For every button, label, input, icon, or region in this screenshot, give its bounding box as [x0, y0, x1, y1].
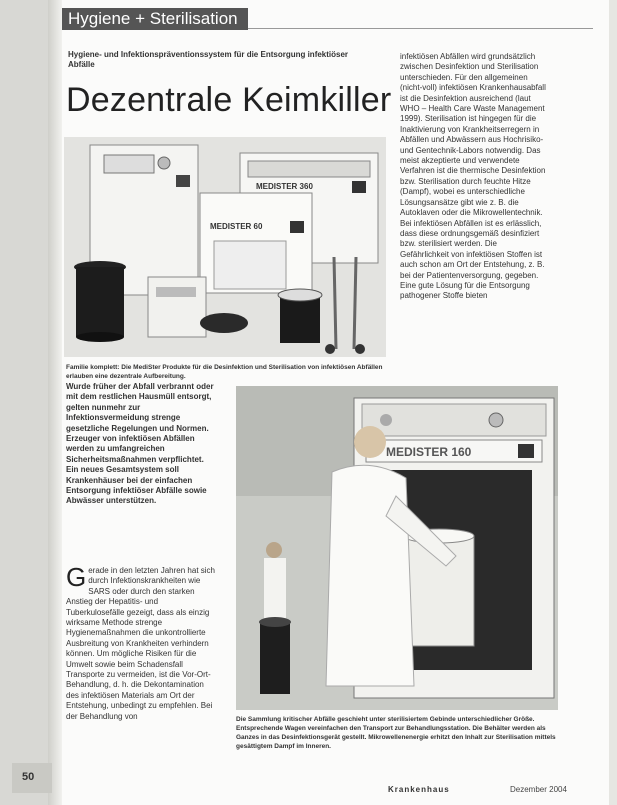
photo1-label-1: MEDISTER 360: [256, 182, 313, 191]
drop-cap: G: [66, 562, 87, 592]
section-rule: [248, 28, 593, 29]
photo-caption-1: Familie komplett: Die MediSter Produkte für die Desinfektion und Sterilisation von infektiösen Abfällen erlauben eine dezentrale Aufbereitung.: [66, 364, 383, 380]
magazine-brand: Krankenhaus: [388, 785, 450, 794]
sterilizer-loading-illustration: [236, 386, 558, 710]
article-kicker: Hygiene- und Infektionspräventionssystem für die Entsorgung infektiöser Abfälle: [68, 50, 349, 69]
article-headline: Dezentrale Keimkiller: [66, 81, 392, 119]
page-edge: [609, 0, 617, 805]
sterilizer-loading-photo: [236, 386, 558, 710]
article-body-text: erade in den letzten Jahren hat sich durch Infektionskrankheiten wie SARS oder durch den starken Anstieg der Hepatitis- und Tuberkulosefälle gezeigt, dass als einzig wirksame Methode strenge Hygienemaßnahmen die unkontrollierte Ausbreitung von Krankheiten verhindern können. Um mögliche Risiken für die Umwelt sowie beim Schadensfall Transporte zu vermeiden, ist die Vor-Ort-Behandlung, d. h. die Dekontamination des infektiösen Materials am Ort der Entstehung, unbedingt zu empfehlen. Bei der Behandlung von: [66, 566, 215, 721]
product-family-photo: [64, 137, 386, 357]
photo2-label: MEDISTER 160: [386, 445, 472, 459]
issue-date: Dezember 2004: [510, 785, 567, 794]
product-family-illustration: [64, 137, 386, 357]
article-body: [66, 562, 216, 722]
right-column-text: infektiösen Abfällen wird grundsätzlich zwischen Desinfektion und Sterilisation unterschieden. Für den allgemeinen (nicht-voll) infektiösen Krankenhausabfall ist die Desinfektion ausreichend (laut WHO – Health Care Waste Management 1999). Sterilisation ist hingegen für die Inaktivierung von Krankheitserregern in Abfällen und Abwässern aus Hochrisiko- und Gentechnik-Labors notwendig. Das meist akzeptierte und verwendete Verfahren ist die thermische Desinfektion bzw. Sterilisation durch feuchte Hitze (Dampf), wobei es unterschiedliche Lösungsansätze gibt wie z. B. die Autoklaven oder die Mikrowellentechnik. Bei infektiösen Abfällen ist es erlässlich, dass diese ordnungsgemäß desinfiziert bzw. sterilisiert werden. Die Gefährlichkeit von infektiösen Stoffen ist auch schon am Ort der Entstehung, z. B. bei der Patientenversorgung, gegeben. Eine gute Lösung für die Entsorgung pathogener Stoffe bieten: [400, 52, 546, 301]
photo-caption-2: Die Sammlung kritischer Abfälle geschieht unter sterilisiertem Gebinde unterschiedlicher Größe. Entsprechende Wagen vereinfachen den Transport zur Behandlungsstation. Die Behälter werden als Ganzes in das Desinfektionsgerät gestellt. Mikrowellenenergie erhitzt den Inhalt zur Sterilisation mittels gesättigtem Dampf im Inneren.: [236, 716, 556, 750]
gutter-shadow: [48, 0, 62, 805]
photo1-label-2: MEDISTER 60: [210, 222, 263, 231]
article-lead: Wurde früher der Abfall verbrannt oder mit dem restlichen Hausmüll entsorgt, gelten nunmehr zur Infektionsvermeidung strenge gesetzliche Regelungen und Normen. Erzeuger von infektiösen Abfällen werden zu umfangreichen Sicherheitsmaßnahmen verpflichtet. Ein neues Gesamtsystem soll Krankenhäuser bei der einfachen Entsorgung infektiöser Abfälle sowie Abwässer unterstützen.: [66, 382, 214, 506]
section-title: Hygiene + Sterilisation: [68, 9, 238, 28]
page-number: 50: [22, 771, 35, 783]
